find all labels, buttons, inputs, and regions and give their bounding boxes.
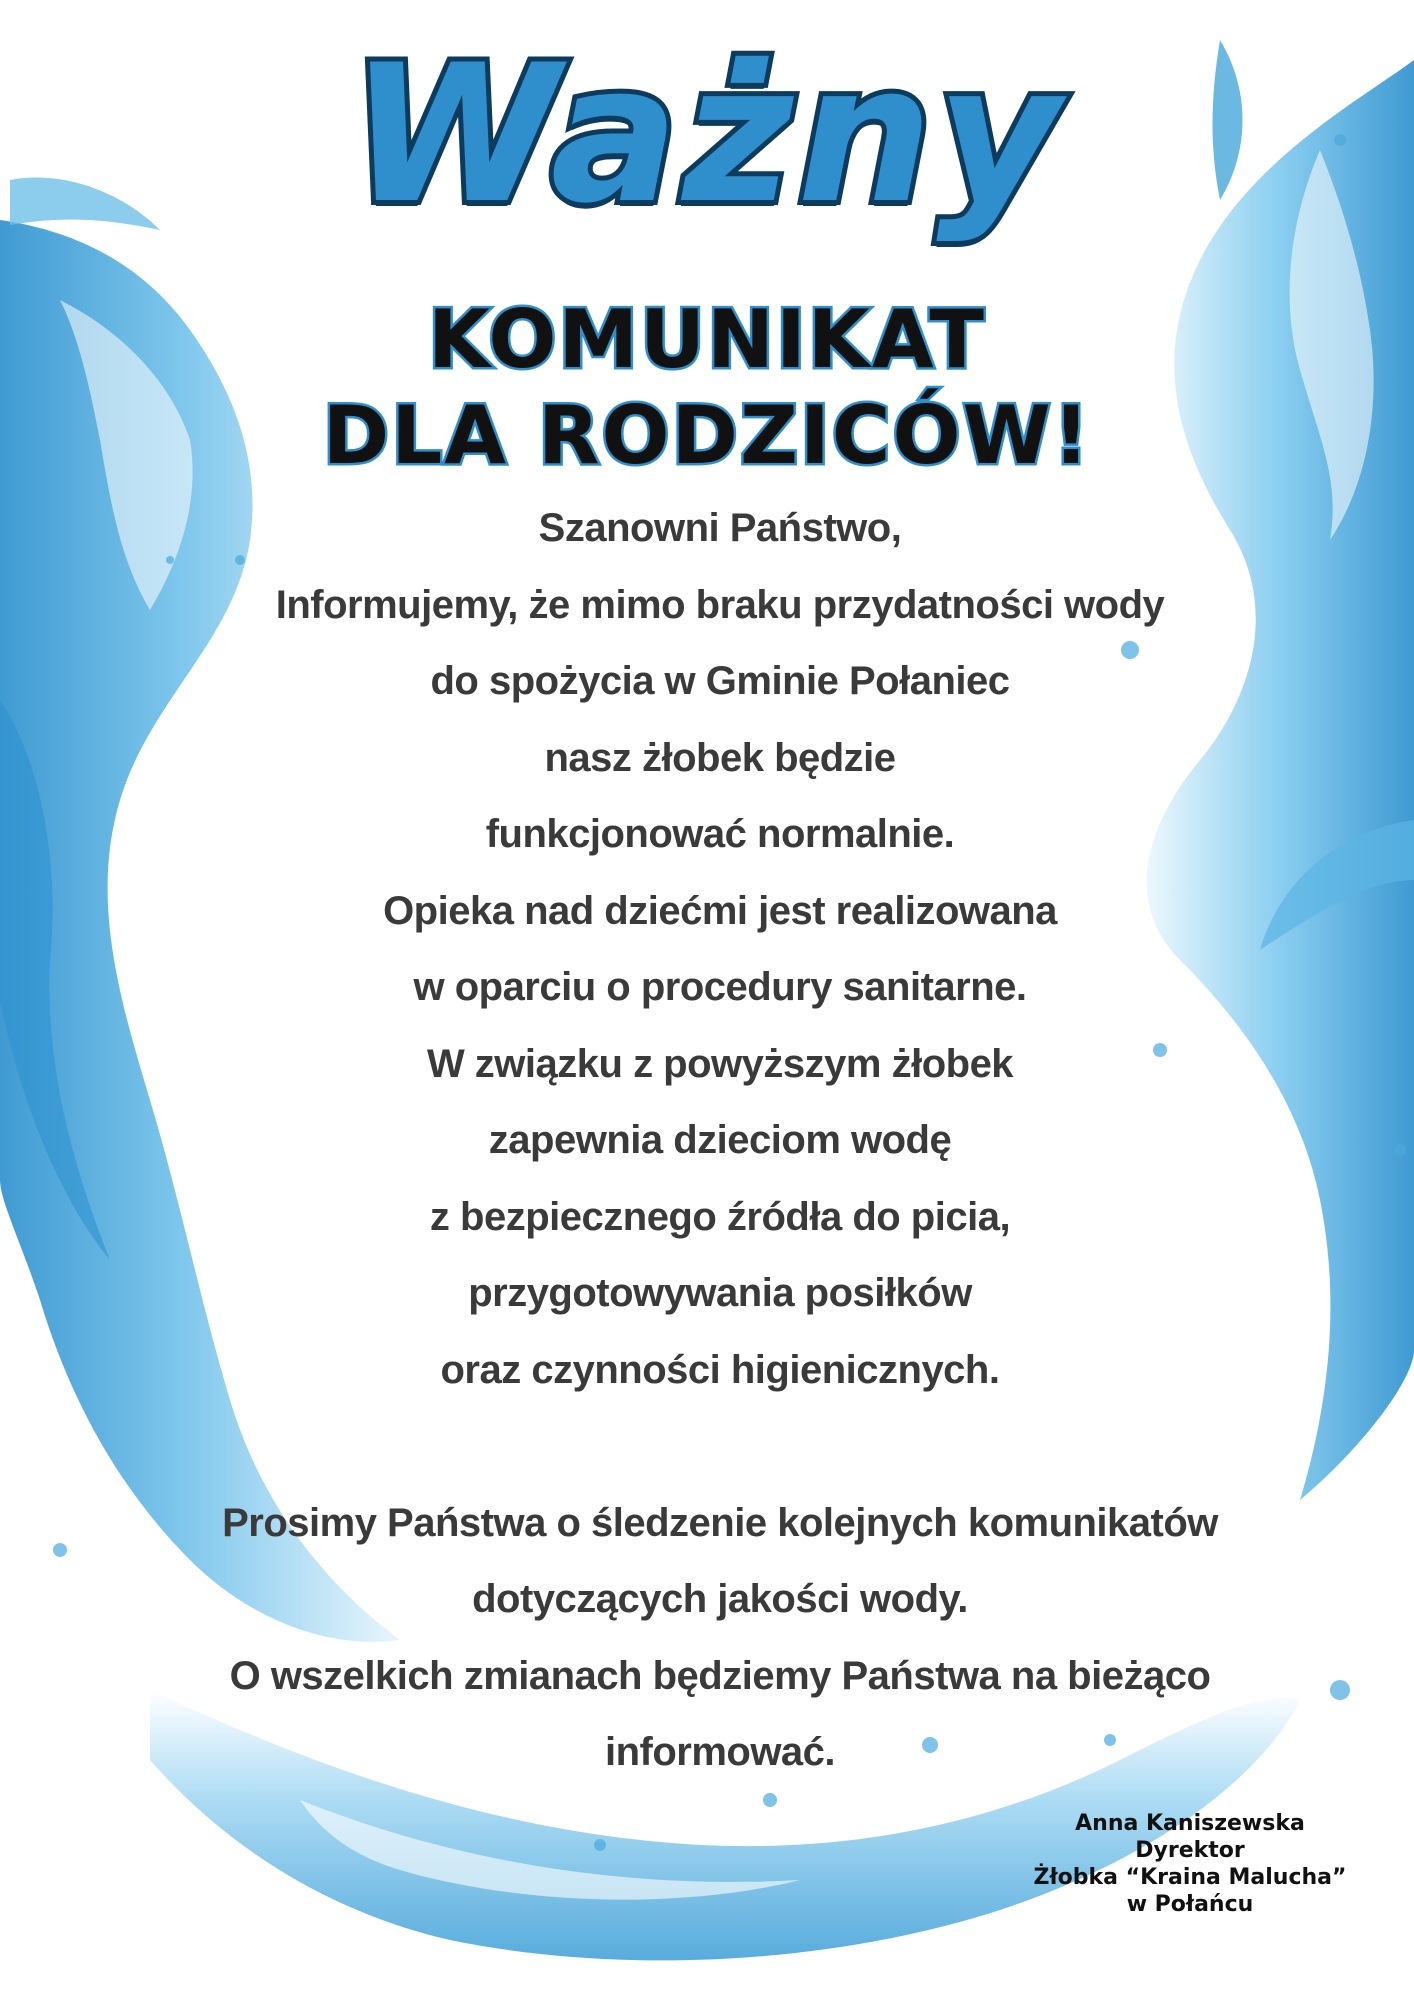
body-line: W związku z powyższym żłobek [426, 1041, 1014, 1086]
paragraph-gap [160, 1408, 1280, 1485]
body-line: Szanowni Państwo, [538, 506, 902, 550]
headline: Ważny [349, 24, 1065, 245]
body-line: Prosimy Państwa o śledzenie kolejnych komunikatów [222, 1500, 1218, 1545]
body-line: przygotowywania posiłków [468, 1271, 972, 1315]
signature-title: Dyrektor [1135, 1838, 1245, 1863]
body-line: nasz żłobek będzie [544, 735, 896, 780]
subheadline-line-2: DLA RODZICÓW! [322, 389, 1092, 482]
signature-name: Anna Kaniszewska [1075, 1811, 1305, 1836]
signature-institution: Żłobka “Kraina Malucha” [1033, 1865, 1347, 1890]
body-line: informować. [604, 1730, 836, 1774]
body-line: Informujemy, że mimo braku przydatności wody [275, 582, 1165, 627]
body-line: do spożycia w Gminie Połaniec [430, 659, 1010, 703]
subheadline-line-1: KOMUNIKAT [428, 293, 986, 386]
body-line: Opieka nad dziećmi jest realizowana [383, 888, 1057, 933]
body-line: oraz czynności higienicznych. [440, 1347, 1000, 1392]
body-line: O wszelkich zmianach będziemy Państwa na bieżąco [229, 1653, 1211, 1698]
announcement-body [160, 490, 1280, 1791]
signature-block [1010, 1810, 1370, 1918]
body-line: z bezpiecznego źródła do picia, [429, 1194, 1011, 1239]
body-line: funkcjonować normalnie. [485, 812, 955, 856]
body-line: w oparciu o procedury sanitarne. [413, 965, 1027, 1009]
body-line: zapewnia dzieciom wodę [488, 1118, 952, 1162]
body-line: dotyczących jakości wody. [472, 1577, 968, 1621]
signature-location: w Połańcu [1126, 1892, 1254, 1917]
